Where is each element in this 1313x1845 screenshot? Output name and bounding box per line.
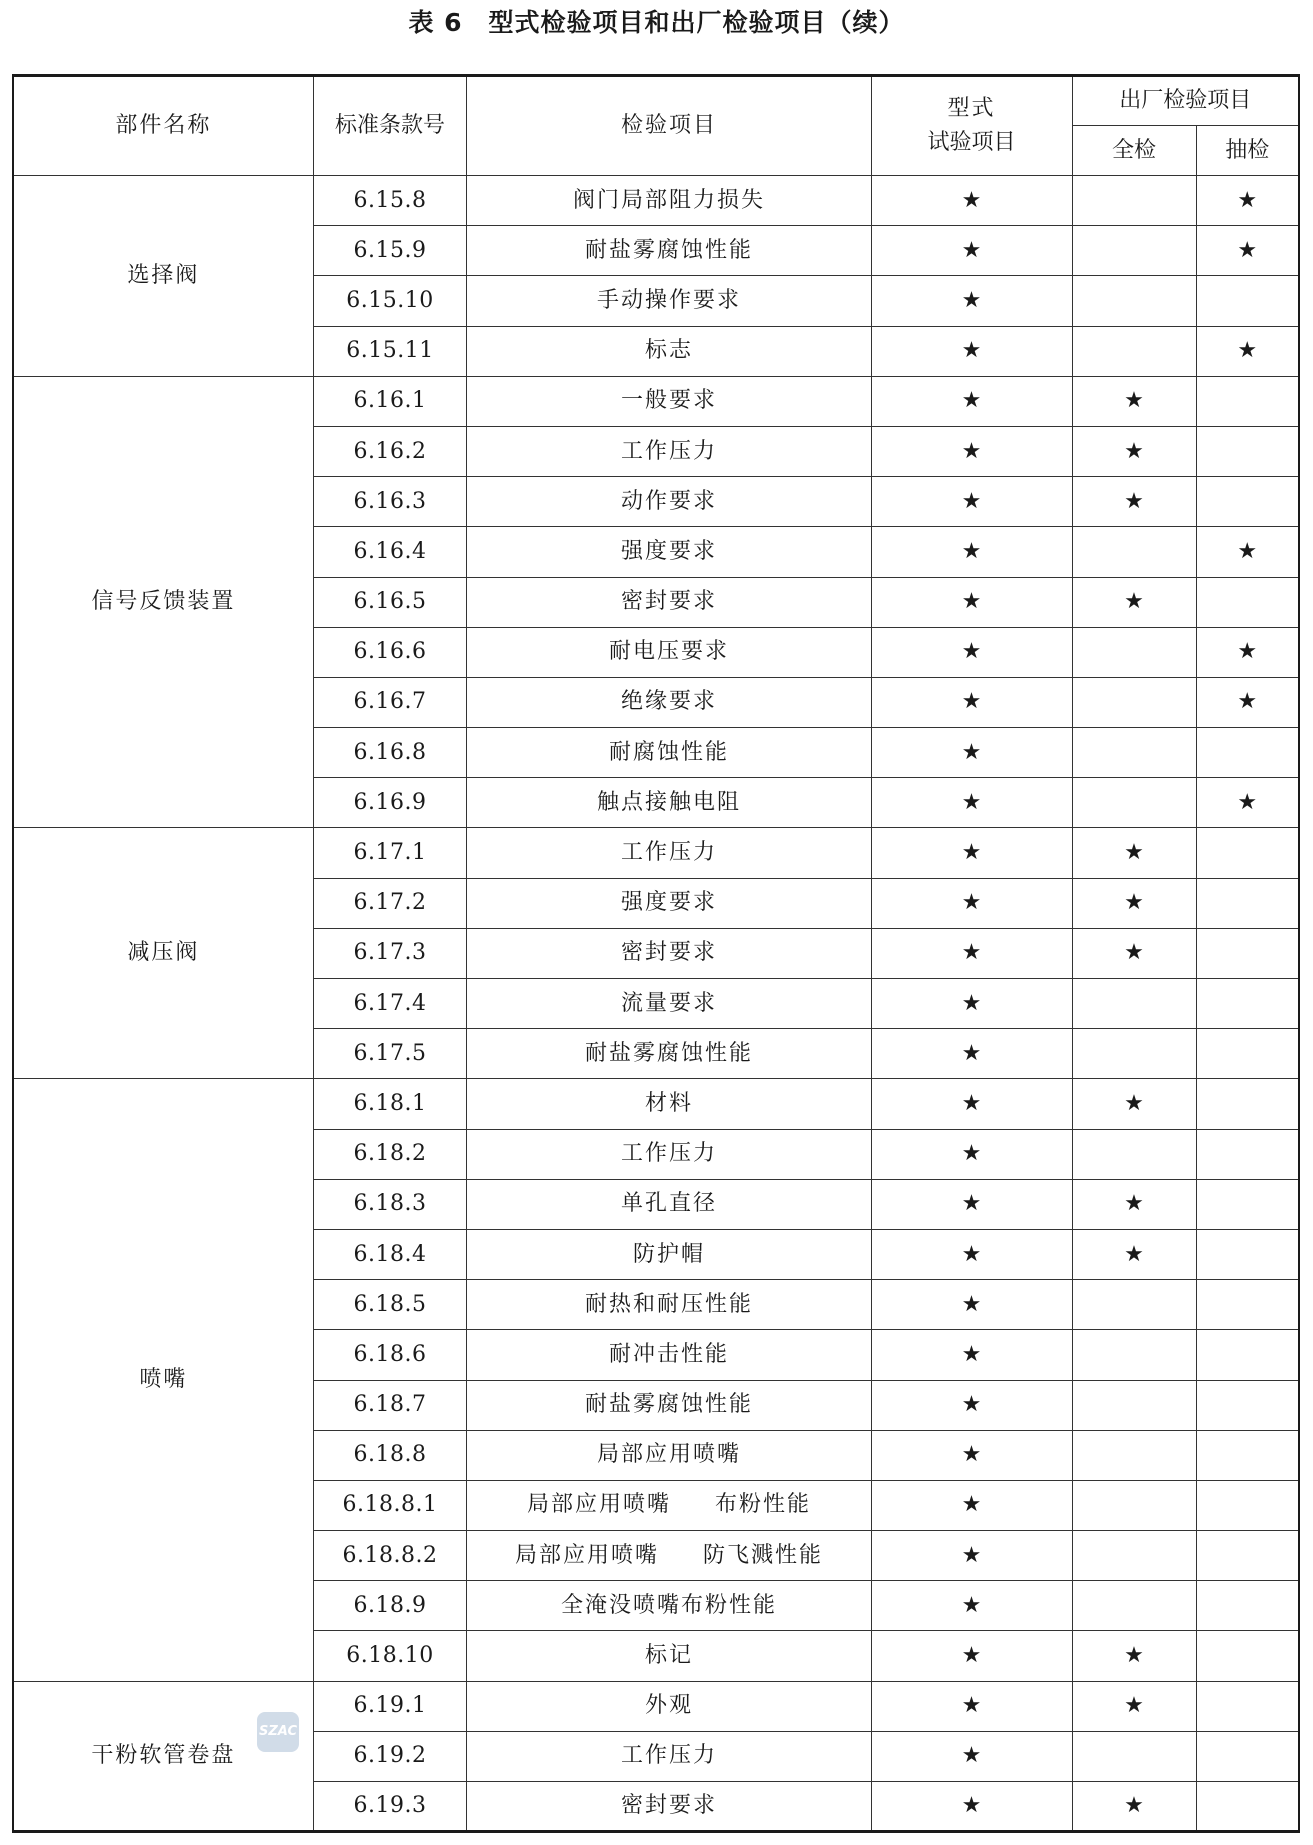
item-text: 工作压力 xyxy=(620,1141,717,1167)
star-icon: ★ xyxy=(961,1341,982,1367)
item-text: 局部应用喷嘴 xyxy=(514,1542,659,1568)
sample-check-mark-cell xyxy=(1196,276,1299,326)
type-test-mark-cell xyxy=(871,226,1072,276)
item-cell xyxy=(467,1681,871,1731)
sample-check-mark-cell xyxy=(1196,1229,1299,1279)
item-text: 耐冲击性能 xyxy=(608,1341,729,1367)
star-icon: ★ xyxy=(1124,1643,1144,1669)
item-cell xyxy=(467,276,871,326)
full-check-mark-cell xyxy=(1072,1782,1196,1832)
table-body xyxy=(13,176,1299,1832)
item-cell xyxy=(467,979,871,1029)
sample-check-mark-cell xyxy=(1196,176,1299,226)
table-row xyxy=(13,176,1299,226)
full-check-mark-cell xyxy=(1072,1330,1196,1380)
clause-cell: 6.16.4 xyxy=(313,527,467,577)
star-icon: ★ xyxy=(961,488,982,514)
item-text: 防护帽 xyxy=(632,1241,705,1267)
star-icon: ★ xyxy=(1124,1090,1144,1116)
star-icon: ★ xyxy=(1124,1241,1144,1267)
star-icon: ★ xyxy=(1124,438,1144,464)
full-check-mark-cell xyxy=(1072,1079,1196,1129)
type-test-mark-cell xyxy=(871,1330,1072,1380)
clause-cell: 6.19.1 xyxy=(313,1681,467,1731)
full-check-mark-cell xyxy=(1072,527,1196,577)
item-text: 外观 xyxy=(644,1693,693,1719)
full-check-mark-cell xyxy=(1072,627,1196,677)
sample-check-mark-cell xyxy=(1196,728,1299,778)
full-check-mark-cell xyxy=(1072,1631,1196,1681)
clause-cell: 6.17.2 xyxy=(313,878,467,928)
clause-cell: 6.18.6 xyxy=(313,1330,467,1380)
clause-cell: 6.18.7 xyxy=(313,1380,467,1430)
item-cell xyxy=(467,778,871,828)
item-cell xyxy=(467,627,871,677)
item-text: 耐盐雾腐蚀性能 xyxy=(584,1392,753,1418)
clause-cell: 6.18.8 xyxy=(313,1430,467,1480)
full-check-mark-cell xyxy=(1072,176,1196,226)
type-test-mark-cell xyxy=(871,1631,1072,1681)
clause-cell: 6.18.1 xyxy=(313,1079,467,1129)
item-cell xyxy=(467,326,871,376)
type-test-mark-cell xyxy=(871,828,1072,878)
sample-check-mark-cell xyxy=(1196,1330,1299,1380)
header-factory-test: 出厂检验项目 xyxy=(1072,76,1299,126)
item-cell xyxy=(467,1731,871,1781)
table-caption: 型式检验项目和出厂检验项目（续） xyxy=(488,8,905,37)
star-icon: ★ xyxy=(961,1693,982,1719)
type-test-mark-cell xyxy=(871,477,1072,527)
clause-cell: 6.16.3 xyxy=(313,477,467,527)
item-subtext: 防飞溅性能 xyxy=(702,1542,823,1568)
type-test-mark-cell xyxy=(871,1531,1072,1581)
full-check-mark-cell xyxy=(1072,1229,1196,1279)
star-icon: ★ xyxy=(1124,388,1144,414)
star-icon: ★ xyxy=(961,438,982,464)
sample-check-mark-cell xyxy=(1196,1129,1299,1179)
clause-cell: 6.17.3 xyxy=(313,928,467,978)
header-type-test-line1: 型式 xyxy=(947,96,996,121)
star-icon: ★ xyxy=(961,689,982,715)
clause-cell: 6.18.2 xyxy=(313,1129,467,1179)
type-test-mark-cell xyxy=(871,627,1072,677)
star-icon: ★ xyxy=(961,1492,982,1518)
full-check-mark-cell xyxy=(1072,1029,1196,1079)
item-text: 耐热和耐压性能 xyxy=(584,1291,753,1317)
item-cell xyxy=(467,1179,871,1229)
header-type-test-line2: 试验项目 xyxy=(927,130,1016,155)
item-cell xyxy=(467,1280,871,1330)
table-row xyxy=(13,1079,1299,1129)
star-icon: ★ xyxy=(1124,1693,1144,1719)
type-test-mark-cell xyxy=(871,728,1072,778)
clause-cell: 6.18.5 xyxy=(313,1280,467,1330)
full-check-mark-cell xyxy=(1072,1280,1196,1330)
item-cell xyxy=(467,176,871,226)
item-text: 密封要求 xyxy=(620,1793,717,1819)
sample-check-mark-cell xyxy=(1196,1681,1299,1731)
sample-check-mark-cell xyxy=(1196,828,1299,878)
full-check-mark-cell xyxy=(1072,928,1196,978)
full-check-mark-cell xyxy=(1072,1531,1196,1581)
clause-cell: 6.18.4 xyxy=(313,1229,467,1279)
type-test-mark-cell xyxy=(871,326,1072,376)
clause-cell: 6.15.10 xyxy=(313,276,467,326)
star-icon: ★ xyxy=(961,538,982,564)
item-cell xyxy=(467,1480,871,1530)
clause-cell: 6.18.8.1 xyxy=(313,1480,467,1530)
type-test-mark-cell xyxy=(871,878,1072,928)
star-icon: ★ xyxy=(961,237,982,263)
item-text: 绝缘要求 xyxy=(620,689,717,715)
full-check-mark-cell xyxy=(1072,828,1196,878)
item-cell xyxy=(467,828,871,878)
sample-check-mark-cell xyxy=(1196,477,1299,527)
star-icon: ★ xyxy=(1124,940,1144,966)
clause-cell: 6.16.6 xyxy=(313,627,467,677)
item-text: 触点接触电阻 xyxy=(596,789,741,815)
type-test-mark-cell xyxy=(871,426,1072,476)
type-test-mark-cell xyxy=(871,1029,1072,1079)
sample-check-mark-cell xyxy=(1196,1631,1299,1681)
full-check-mark-cell xyxy=(1072,728,1196,778)
table-row xyxy=(13,1681,1299,1731)
star-icon: ★ xyxy=(961,940,982,966)
full-check-mark-cell xyxy=(1072,276,1196,326)
type-test-mark-cell xyxy=(871,1179,1072,1229)
star-icon: ★ xyxy=(961,739,982,765)
clause-cell: 6.15.8 xyxy=(313,176,467,226)
clause-cell: 6.15.11 xyxy=(313,326,467,376)
item-text: 材料 xyxy=(644,1090,693,1116)
clause-cell: 6.15.9 xyxy=(313,226,467,276)
sample-check-mark-cell xyxy=(1196,376,1299,426)
star-icon: ★ xyxy=(961,1141,982,1167)
star-icon: ★ xyxy=(1237,689,1258,715)
star-icon: ★ xyxy=(961,1592,982,1618)
sample-check-mark-cell xyxy=(1196,928,1299,978)
clause-cell: 6.16.9 xyxy=(313,778,467,828)
star-icon: ★ xyxy=(961,589,982,615)
part-name-cell: 喷嘴 xyxy=(13,1079,313,1681)
full-check-mark-cell xyxy=(1072,226,1196,276)
star-icon: ★ xyxy=(1237,338,1258,364)
watermark-logo: SZAC xyxy=(257,1712,299,1752)
part-name-cell: 减压阀 xyxy=(13,828,313,1079)
item-cell xyxy=(467,677,871,727)
header-full-check: 全检 xyxy=(1072,126,1196,176)
star-icon: ★ xyxy=(961,1643,982,1669)
star-icon: ★ xyxy=(961,1241,982,1267)
clause-cell: 6.19.2 xyxy=(313,1731,467,1781)
star-icon: ★ xyxy=(961,639,982,665)
star-icon: ★ xyxy=(961,338,982,364)
full-check-mark-cell xyxy=(1072,1179,1196,1229)
item-cell xyxy=(467,928,871,978)
item-text: 动作要求 xyxy=(620,488,717,514)
item-cell xyxy=(467,1079,871,1129)
header-clause-no: 标准条款号 xyxy=(313,76,467,176)
item-cell xyxy=(467,376,871,426)
table-row xyxy=(13,828,1299,878)
star-icon: ★ xyxy=(961,1793,982,1819)
sample-check-mark-cell xyxy=(1196,627,1299,677)
clause-cell: 6.18.9 xyxy=(313,1581,467,1631)
header-type-test xyxy=(871,76,1072,176)
item-text: 工作压力 xyxy=(620,438,717,464)
item-subtext: 布粉性能 xyxy=(714,1492,811,1518)
header-item: 检验项目 xyxy=(467,76,871,176)
item-cell xyxy=(467,1782,871,1832)
part-name-cell: 干粉软管卷盘 xyxy=(13,1681,313,1832)
type-test-mark-cell xyxy=(871,1280,1072,1330)
item-text: 单孔直径 xyxy=(620,1191,717,1217)
item-cell xyxy=(467,1631,871,1681)
sample-check-mark-cell xyxy=(1196,677,1299,727)
sample-check-mark-cell xyxy=(1196,577,1299,627)
star-icon: ★ xyxy=(1237,237,1258,263)
star-icon: ★ xyxy=(961,287,982,313)
full-check-mark-cell xyxy=(1072,1380,1196,1430)
clause-cell: 6.18.10 xyxy=(313,1631,467,1681)
type-test-mark-cell xyxy=(871,527,1072,577)
item-cell xyxy=(467,1330,871,1380)
item-text: 一般要求 xyxy=(620,388,717,414)
item-text: 手动操作要求 xyxy=(596,287,741,313)
star-icon: ★ xyxy=(961,1542,982,1568)
clause-cell: 6.17.1 xyxy=(313,828,467,878)
full-check-mark-cell xyxy=(1072,979,1196,1029)
star-icon: ★ xyxy=(961,1090,982,1116)
full-check-mark-cell xyxy=(1072,1681,1196,1731)
sample-check-mark-cell xyxy=(1196,1280,1299,1330)
type-test-mark-cell xyxy=(871,1681,1072,1731)
item-cell xyxy=(467,527,871,577)
type-test-mark-cell xyxy=(871,1380,1072,1430)
item-cell xyxy=(467,1129,871,1179)
item-text: 耐盐雾腐蚀性能 xyxy=(584,237,753,263)
item-cell xyxy=(467,878,871,928)
type-test-mark-cell xyxy=(871,928,1072,978)
sample-check-mark-cell xyxy=(1196,527,1299,577)
star-icon: ★ xyxy=(961,388,982,414)
type-test-mark-cell xyxy=(871,1129,1072,1179)
item-text: 局部应用喷嘴 xyxy=(596,1442,741,1468)
item-text: 工作压力 xyxy=(620,1743,717,1769)
full-check-mark-cell xyxy=(1072,1731,1196,1781)
type-test-mark-cell xyxy=(871,778,1072,828)
star-icon: ★ xyxy=(961,1291,982,1317)
star-icon: ★ xyxy=(961,1191,982,1217)
clause-cell: 6.17.5 xyxy=(313,1029,467,1079)
full-check-mark-cell xyxy=(1072,778,1196,828)
full-check-mark-cell xyxy=(1072,426,1196,476)
star-icon: ★ xyxy=(961,187,982,213)
sample-check-mark-cell xyxy=(1196,979,1299,1029)
part-name-cell: 选择阀 xyxy=(13,176,313,377)
item-text: 标志 xyxy=(644,338,693,364)
full-check-mark-cell xyxy=(1072,677,1196,727)
sample-check-mark-cell xyxy=(1196,1480,1299,1530)
type-test-mark-cell xyxy=(871,376,1072,426)
sample-check-mark-cell xyxy=(1196,878,1299,928)
clause-cell: 6.16.1 xyxy=(313,376,467,426)
star-icon: ★ xyxy=(1124,1793,1144,1819)
item-cell xyxy=(467,426,871,476)
table-header xyxy=(13,76,1299,176)
type-test-mark-cell xyxy=(871,1229,1072,1279)
item-cell xyxy=(467,728,871,778)
item-cell xyxy=(467,1029,871,1079)
item-text: 耐盐雾腐蚀性能 xyxy=(584,1040,753,1066)
sample-check-mark-cell xyxy=(1196,1029,1299,1079)
item-text: 阀门局部阻力损失 xyxy=(572,187,765,213)
item-text: 密封要求 xyxy=(620,940,717,966)
clause-cell: 6.16.2 xyxy=(313,426,467,476)
full-check-mark-cell xyxy=(1072,1129,1196,1179)
star-icon: ★ xyxy=(1237,789,1258,815)
sample-check-mark-cell xyxy=(1196,1380,1299,1430)
sample-check-mark-cell xyxy=(1196,1782,1299,1832)
full-check-mark-cell xyxy=(1072,1581,1196,1631)
sample-check-mark-cell xyxy=(1196,426,1299,476)
star-icon: ★ xyxy=(961,789,982,815)
item-text: 强度要求 xyxy=(620,538,717,564)
sample-check-mark-cell xyxy=(1196,1430,1299,1480)
type-test-mark-cell xyxy=(871,1430,1072,1480)
table-number: 表 6 xyxy=(408,8,463,37)
type-test-mark-cell xyxy=(871,1731,1072,1781)
star-icon: ★ xyxy=(961,1743,982,1769)
star-icon: ★ xyxy=(961,1040,982,1066)
item-cell xyxy=(467,577,871,627)
clause-cell: 6.17.4 xyxy=(313,979,467,1029)
type-test-mark-cell xyxy=(871,979,1072,1029)
clause-cell: 6.19.3 xyxy=(313,1782,467,1832)
sample-check-mark-cell xyxy=(1196,1531,1299,1581)
star-icon: ★ xyxy=(961,890,982,916)
item-cell xyxy=(467,1430,871,1480)
item-text: 耐腐蚀性能 xyxy=(608,739,729,765)
clause-cell: 6.18.8.2 xyxy=(313,1531,467,1581)
star-icon: ★ xyxy=(961,1442,982,1468)
type-test-mark-cell xyxy=(871,176,1072,226)
type-test-mark-cell xyxy=(871,677,1072,727)
full-check-mark-cell xyxy=(1072,1480,1196,1530)
full-check-mark-cell xyxy=(1072,376,1196,426)
header-part-name: 部件名称 xyxy=(13,76,313,176)
item-text: 局部应用喷嘴 xyxy=(526,1492,671,1518)
full-check-mark-cell xyxy=(1072,878,1196,928)
table-row xyxy=(13,376,1299,426)
type-test-mark-cell xyxy=(871,1782,1072,1832)
star-icon: ★ xyxy=(1237,639,1258,665)
full-check-mark-cell xyxy=(1072,1430,1196,1480)
star-icon: ★ xyxy=(1124,589,1144,615)
item-text: 密封要求 xyxy=(620,589,717,615)
item-cell xyxy=(467,477,871,527)
clause-cell: 6.16.8 xyxy=(313,728,467,778)
full-check-mark-cell xyxy=(1072,326,1196,376)
full-check-mark-cell xyxy=(1072,477,1196,527)
clause-cell: 6.16.7 xyxy=(313,677,467,727)
sample-check-mark-cell xyxy=(1196,1731,1299,1781)
header-sample-check: 抽检 xyxy=(1196,126,1299,176)
item-cell xyxy=(467,1581,871,1631)
item-text: 全淹没喷嘴布粉性能 xyxy=(560,1592,777,1618)
sample-check-mark-cell xyxy=(1196,778,1299,828)
item-text: 标记 xyxy=(644,1643,693,1669)
sample-check-mark-cell xyxy=(1196,326,1299,376)
star-icon: ★ xyxy=(1124,840,1144,866)
star-icon: ★ xyxy=(961,840,982,866)
star-icon: ★ xyxy=(1124,1191,1144,1217)
item-cell xyxy=(467,1531,871,1581)
star-icon: ★ xyxy=(1237,538,1258,564)
item-text: 强度要求 xyxy=(620,890,717,916)
item-cell xyxy=(467,226,871,276)
table-title xyxy=(0,6,1313,40)
sample-check-mark-cell xyxy=(1196,1079,1299,1129)
part-name-cell: 信号反馈装置 xyxy=(13,376,313,828)
star-icon: ★ xyxy=(961,1392,982,1418)
sample-check-mark-cell xyxy=(1196,1581,1299,1631)
item-text: 耐电压要求 xyxy=(608,639,729,665)
item-text: 工作压力 xyxy=(620,840,717,866)
type-test-mark-cell xyxy=(871,1079,1072,1129)
clause-cell: 6.16.5 xyxy=(313,577,467,627)
type-test-mark-cell xyxy=(871,577,1072,627)
inspection-table xyxy=(12,74,1300,1833)
item-cell xyxy=(467,1229,871,1279)
sample-check-mark-cell xyxy=(1196,226,1299,276)
clause-cell: 6.18.3 xyxy=(313,1179,467,1229)
type-test-mark-cell xyxy=(871,1480,1072,1530)
sample-check-mark-cell xyxy=(1196,1179,1299,1229)
item-text: 流量要求 xyxy=(620,990,717,1016)
item-cell xyxy=(467,1380,871,1430)
star-icon: ★ xyxy=(1237,187,1258,213)
type-test-mark-cell xyxy=(871,1581,1072,1631)
star-icon: ★ xyxy=(1124,488,1144,514)
type-test-mark-cell xyxy=(871,276,1072,326)
star-icon: ★ xyxy=(1124,890,1144,916)
full-check-mark-cell xyxy=(1072,577,1196,627)
star-icon: ★ xyxy=(961,990,982,1016)
